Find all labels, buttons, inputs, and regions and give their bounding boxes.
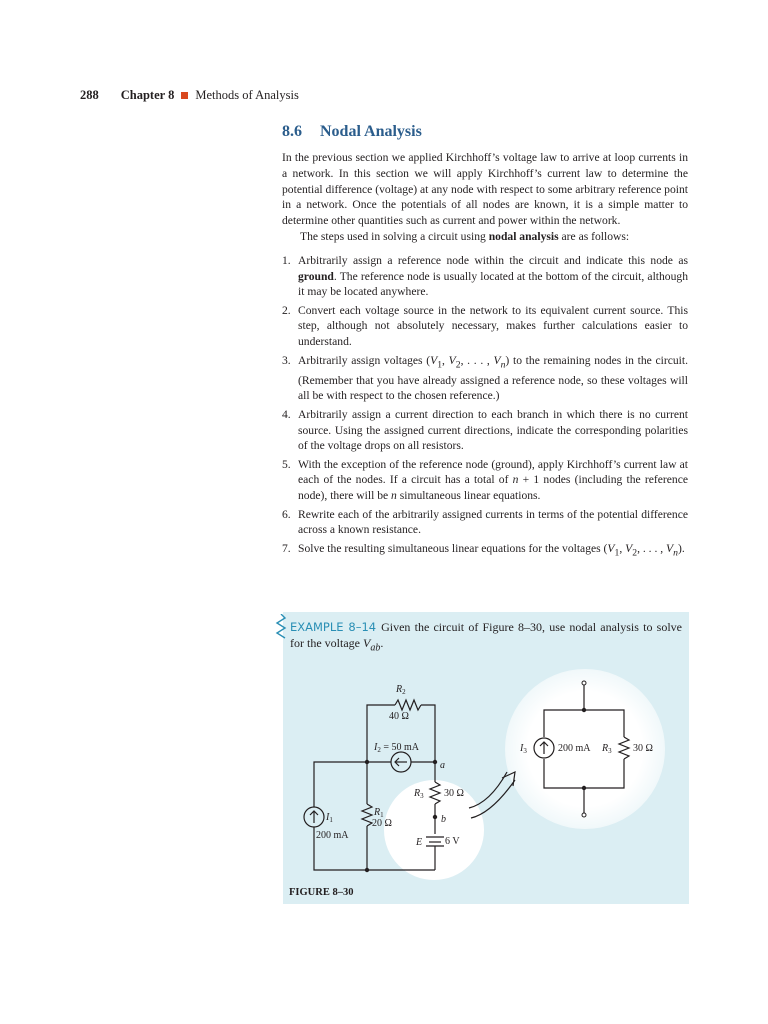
chapter-title: Methods of Analysis xyxy=(195,88,299,102)
node-dot xyxy=(365,760,369,764)
list-item: 3. Arbitrarily assign voltages ($V_1$, $V_2$, . . . , $V_n$) to the remaining nodes in the circuit. (Remember that you have already assigned a reference node, so these voltages will all be with respect to the chosen reference.) xyxy=(282,353,689,403)
item-text: Convert each voltage source in the network to its equivalent current source. This step, although not absolutely necessary, makes further calculations easier to understand. xyxy=(298,303,688,349)
var-n: n xyxy=(512,473,519,487)
i2-label: $I_2 = 50$ mA xyxy=(374,742,419,754)
item-text: Rewrite each of the arbitrarily assigned currents in terms of the potential difference across a known resistance. xyxy=(298,507,688,537)
steps-intro-end: are as follows: xyxy=(558,229,630,243)
example-tag: EXAMPLE 8–14 xyxy=(290,620,377,634)
var-sub: n xyxy=(500,358,506,370)
i3-inset-value: 200 mA xyxy=(558,743,591,754)
circuit-figure xyxy=(283,612,689,904)
var-sub: 2 xyxy=(455,358,461,370)
item-number: 4. xyxy=(282,407,291,421)
terminal xyxy=(582,681,586,685)
node-dot xyxy=(582,708,586,712)
item-text: Arbitrarily assign a current direction to each branch in which there is no current source. Using the assigned current directions, indicate the corresponding polarities of the voltage drops on all resistors. xyxy=(298,407,688,453)
var-v: V xyxy=(625,541,633,555)
square-bullet-icon xyxy=(181,92,188,99)
item-number: 1. xyxy=(282,253,291,267)
list-item xyxy=(282,507,688,539)
item-bold: ground xyxy=(298,269,334,283)
var-v: V xyxy=(607,541,615,555)
var-sub: 2 xyxy=(632,546,638,558)
var-sub: 1 xyxy=(437,358,443,370)
r2-value: 40 Ω xyxy=(389,711,409,722)
var-sub: 1 xyxy=(614,546,620,558)
item-number: 2. xyxy=(282,303,291,317)
figure-caption: FIGURE 8–30 xyxy=(289,887,354,898)
item-text: Solve the resulting simultaneous linear equations for the voltages ( xyxy=(298,541,608,555)
intro-paragraph: In the previous section we applied Kirchhoff’s voltage law to arrive at loop currents in a network. In this section we will apply Kirchhoff’s current law to determine the potential difference (voltage) at any node with respect to some arbitrary reference point in a network. Once the potentials of all nodes are known, it is a simple matter to determine other quantities such as current and power within the network. xyxy=(282,151,688,228)
chapter-label: Chapter 8 xyxy=(120,88,175,102)
r1-label: $R_1$ xyxy=(374,807,384,819)
list-item xyxy=(282,457,688,504)
i1-label: $I_1$ xyxy=(326,812,333,824)
var-v: V xyxy=(430,353,438,367)
list-item xyxy=(282,407,688,454)
list-item: 7. Solve the resulting simultaneous linear equations for the voltages ($V_1$, $V_2$, . . . , $V_n$). xyxy=(282,541,685,558)
ellipsis: , . . . , xyxy=(460,353,494,367)
r3-inset-label: $R_3$ xyxy=(602,743,612,755)
steps-intro-text: The steps used in solving a circuit using xyxy=(300,229,489,243)
resistor-r1 xyxy=(362,804,372,826)
r1-value: 20 Ω xyxy=(372,818,392,829)
r3-label: $R_3$ xyxy=(414,788,424,800)
item-text: simultaneous linear equations. xyxy=(396,489,541,503)
wire xyxy=(314,762,367,807)
ellipsis: , . . . , xyxy=(637,541,667,555)
steps-intro xyxy=(282,229,688,245)
item-text: + 1 nodes (including the reference node), there will be xyxy=(298,473,688,503)
node-dot xyxy=(365,868,369,872)
var-v: V xyxy=(448,353,456,367)
item-text: ). xyxy=(677,541,685,555)
section-number: 8.6 xyxy=(282,123,302,140)
var-n: n xyxy=(391,489,397,503)
var-sub: n xyxy=(673,546,678,558)
r3-value: 30 Ω xyxy=(444,788,464,799)
steps-intro-bold: nodal analysis xyxy=(488,229,559,243)
example-text: Given the circuit of Figure 8–30, use nodal analysis to solve for the voltage xyxy=(290,620,682,650)
running-head xyxy=(80,88,299,103)
item-text: . The reference node is usually located at the bottom of the circuit, although it may be located anywhere. xyxy=(298,269,688,299)
node-dot-b xyxy=(433,815,437,819)
section-heading: Nodal Analysis xyxy=(320,123,422,140)
section-title xyxy=(282,123,422,141)
example-var-sub: ab xyxy=(370,642,381,654)
terminal xyxy=(582,813,586,817)
list-item xyxy=(282,253,688,300)
i3-inset-label: $I_3$ xyxy=(520,743,527,755)
node-a-label: a xyxy=(440,760,445,771)
item-number: 6. xyxy=(282,507,291,521)
item-number: 7. xyxy=(282,541,291,555)
var-v: V xyxy=(493,353,501,367)
list-item xyxy=(282,303,688,350)
example-end: . xyxy=(380,636,384,650)
r2-label: $R_2$ xyxy=(396,684,406,696)
item-text: Arbitrarily assign voltages ( xyxy=(298,353,431,367)
steps-list xyxy=(282,253,688,561)
node-dot xyxy=(582,786,586,790)
node-dot-a xyxy=(433,760,437,764)
r3-inset-value: 30 Ω xyxy=(633,743,653,754)
example-var: V xyxy=(362,636,371,650)
resistor-r2 xyxy=(395,700,421,710)
i1-value: 200 mA xyxy=(316,830,349,841)
node-b-label: b xyxy=(441,814,446,825)
wire xyxy=(421,705,435,762)
e-label: E xyxy=(416,837,423,848)
item-text: With the exception of the reference node (ground), apply Kirchhoff’s current law at each of the nodes. If a circuit has a total of xyxy=(298,457,688,487)
var-v: V xyxy=(666,541,674,555)
item-number: 5. xyxy=(282,457,291,471)
e-value: 6 V xyxy=(445,836,460,847)
item-text: Arbitrarily assign a reference node within the circuit and indicate this node as xyxy=(298,253,688,267)
body-text xyxy=(282,150,688,563)
item-text: ) to the remaining nodes in the circuit. (Remember that you have already assigned a reference node, so these voltages will all be with respect to the chosen reference.) xyxy=(298,353,689,403)
page-number: 288 xyxy=(80,88,99,102)
example-box xyxy=(283,612,689,904)
item-number: 3. xyxy=(282,353,291,367)
